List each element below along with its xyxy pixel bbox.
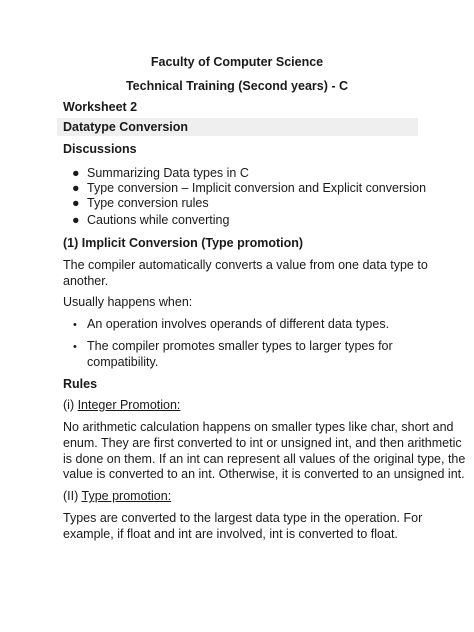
bullet-icon: ● <box>72 181 80 195</box>
worksheet-title: Worksheet 2 <box>63 100 138 114</box>
bullet-icon: • <box>73 319 77 331</box>
discussions-heading: Discussions <box>63 142 137 156</box>
list-item-text: Type conversion rules <box>87 196 209 210</box>
course-title: Technical Training (Second years) - C <box>125 79 349 93</box>
paragraph-line: No arithmetic calculation happens on smaller types like char, short and <box>63 420 454 434</box>
section1-heading: (1) Implicit Conversion (Type promotion) <box>63 236 304 250</box>
paragraph-line: value is converted to an int. Otherwise, it is converted to an unsigned int. <box>63 467 465 481</box>
rules-heading: Rules <box>63 377 98 391</box>
bullet-icon: ● <box>72 213 80 227</box>
rule-prefix: (II) <box>63 489 82 503</box>
rule-title: Type promotion: <box>81 489 172 503</box>
paragraph-line: is done on them. If an int can represent all values of the original type, the <box>63 452 466 466</box>
paragraph-line: another. <box>63 274 109 288</box>
bullet-icon: • <box>73 341 77 353</box>
paragraph-line: Types are converted to the largest data type in the operation. For <box>63 511 423 525</box>
topic-title: Datatype Conversion <box>63 120 189 134</box>
faculty-title: Faculty of Computer Science <box>150 55 324 69</box>
paragraph-line: enum. They are first converted to int or unsigned int, and then arithmetic <box>63 436 462 450</box>
list-item-text: compatibility. <box>87 355 159 369</box>
paragraph-line: example, if float and int are involved, int is converted to float. <box>63 527 398 541</box>
usually-text: Usually happens when: <box>63 295 193 309</box>
rule-prefix: (i) <box>63 398 78 412</box>
list-item-text: The compiler promotes smaller types to larger types for <box>87 339 393 353</box>
paragraph-line: The compiler automatically converts a value from one data type to <box>63 258 428 272</box>
list-item-text: An operation involves operands of different data types. <box>87 317 390 331</box>
integer-promotion-heading <box>63 397 180 413</box>
list-item-text: Summarizing Data types in C <box>87 166 249 180</box>
type-promotion-heading <box>63 488 171 504</box>
list-item-text: Type conversion – Implicit conversion and Explicit conversion <box>87 181 427 195</box>
rule-title: Integer Promotion: <box>77 398 181 412</box>
list-item-text: Cautions while converting <box>87 213 230 227</box>
bullet-icon: ● <box>72 166 80 180</box>
bullet-icon: ● <box>72 196 80 210</box>
